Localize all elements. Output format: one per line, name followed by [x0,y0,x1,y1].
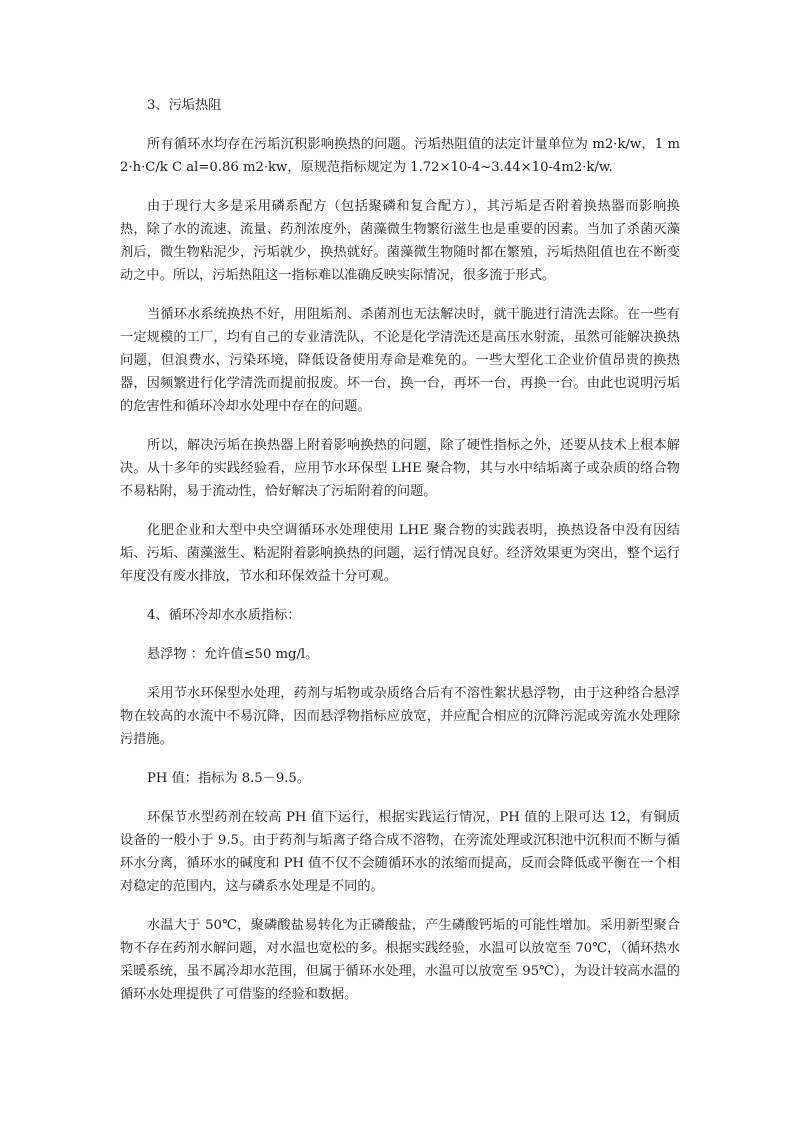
paragraph-fouling-unit: 所有循环水均存在污垢沉积影响换热的问题。污垢热阻值的法定计量单位为 m2·k/w，1 m2·h·C/k C al=0.86 m2·kw，原规范指标规定为 1.72×10-4~3.44×10-4m2·k/w. [120,137,680,175]
section-heading-fouling-resistance: 3、污垢热阻 [147,98,222,113]
paragraph-lhe-solution: 所以，解决污垢在换热器上附着影响换热的问题，除了硬性指标之外，还要从技术上根本解决。从十多年的实践经验看，应用节水环保型 LHE 聚合物，其与水中结垢离子或杂质的络合物不易粘附，易于流动性，恰好解决了污垢附着的问题。 [120,438,680,499]
suspended-solids-label: 悬浮物 ：允许值≤50 mg/l。 [147,647,319,662]
document-body [120,94,680,1022]
section-heading-water-quality: 4、循环冷却水水质指标： [147,608,301,623]
paragraph-suspended-solids: 采用节水环保型水处理，药剂与垢物或杂质络合后有不溶性絮状悬浮物，由于这种络合悬浮物在较高的水流中不易沉降，因而悬浮物指标应放宽，并应配合相应的沉降污泥或旁流水处理除污措施。 [120,686,680,747]
ph-label: PH 值：指标为 8.5－9.5。 [147,771,311,786]
paragraph-ph: 环保节水型药剂在较高 PH 值下运行，根据实践运行情况，PH 值的上限可达 12，有铜质设备的一般小于 9.5。由于药剂与垢离子络合成不溶物，在旁流处理或沉积池中沉积而不断与循环水分离，循环水的碱度和 PH 值不仅不会随循环水的浓缩而提高，反而会降低或平衡在一个相对稳定的范围内，这与磷系水处理是不同的。 [120,810,680,894]
paragraph-cleaning: 当循环水系统换热不好，用阻垢剂、杀菌剂也无法解决时，就干脆进行清洗去除。在一些有一定规模的工厂，均有自己的专业清洗队，不论是化学清洗还是高压水射流，虽然可能解决换热问题，但浪费水，污染环境，降低设备使用寿命是难免的。一些大型化工企业价值昂贵的换热器，因频繁进行化学清洗而提前报废。坏一台，换一台，再坏一台，再换一台。由此也说明污垢的危害性和循环冷却水处理中存在的问题。 [120,307,680,414]
paragraph-lhe-practice: 化肥企业和大型中央空调循环水处理使用 LHE 聚合物的实践表明，换热设备中没有因结垢、污垢、菌藻滋生、粘泥附着影响换热的问题，运行情况良好。经济效果更为突出，整个运行年度没有废水排放，节水和环保效益十分可观。 [120,523,680,584]
paragraph-phosphorus-formula: 由于现行大多是采用磷系配方（包括聚磷和复合配方），其污垢是否附着换热器而影响换热，除了水的流速、流量、药剂浓度外，菌藻微生物繁衍滋生也是重要的因素。当加了杀菌灭藻剂后，微生物粘泥少，污垢就少，换热就好。菌藻微生物随时都在繁殖，污垢热阻值也在不断变动之中。所以，污垢热阻这一指标难以准确反映实际情况，很多流于形式。 [120,199,680,283]
paragraph-water-temperature: 水温大于 50℃，聚磷酸盐易转化为正磷酸盐，产生磷酸钙垢的可能性增加。采用新型聚合物不存在药剂水解问题，对水温也宽松的多。根据实践经验，水温可以放宽至 70℃，（循环热水采暖系统，虽不属冷却水范围，但属于循环水处理，水温可以放宽至 95℃），为设计较高水温的循环水处理提供了可借鉴的经验和数据。 [120,918,680,1002]
